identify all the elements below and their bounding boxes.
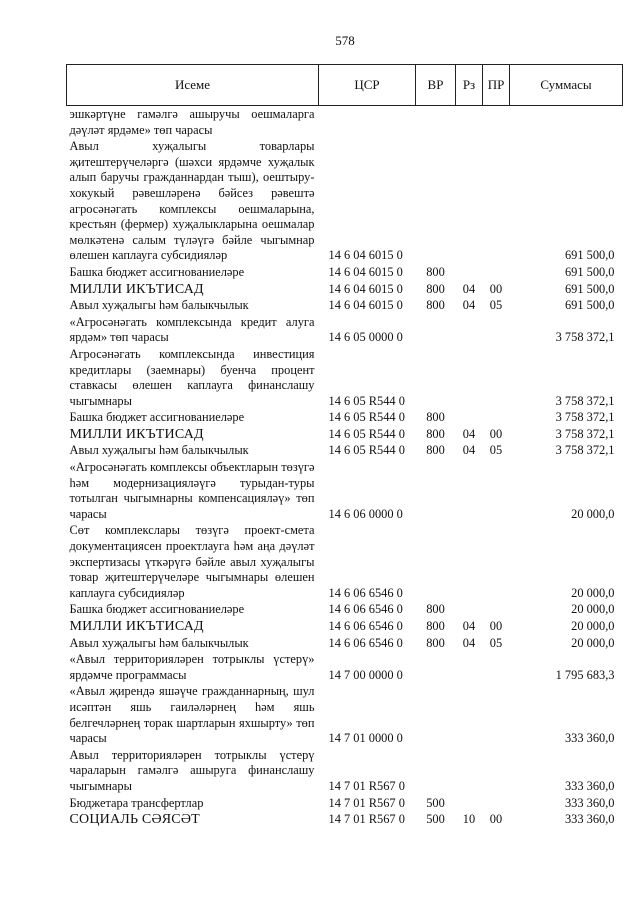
cell-vr: 800 xyxy=(426,264,445,279)
table-row xyxy=(67,297,623,314)
cell-pr xyxy=(483,314,510,346)
cell-vr: 800 xyxy=(426,602,445,617)
cell-vr xyxy=(416,106,456,139)
header-name: Исеме xyxy=(67,65,319,106)
cell-pr xyxy=(483,601,510,618)
cell-sum: 691 500,0 xyxy=(564,298,615,313)
cell-sum: 3 758 372,1 xyxy=(555,443,615,458)
header-rz: Рз xyxy=(456,65,483,106)
cell-rz xyxy=(456,314,483,346)
cell-vr xyxy=(416,314,456,346)
cell-pr: 00 xyxy=(489,619,503,633)
cell-csr: 14 6 05 0000 0 xyxy=(328,330,403,345)
page-number: 578 xyxy=(335,33,355,48)
cell-rz: 04 xyxy=(462,281,476,296)
cell-name: СОЦИАЛЬ СӘЯСӘТ xyxy=(69,812,200,828)
cell-rz: 04 xyxy=(462,635,476,650)
cell-pr: 05 xyxy=(489,635,503,650)
cell-vr xyxy=(416,346,456,409)
table-row xyxy=(67,795,623,812)
table-row xyxy=(67,651,623,683)
cell-rz xyxy=(456,522,483,601)
cell-sum: 20 000,0 xyxy=(571,635,615,650)
cell-name: Авыл хуҗалыгы товарлары җитештерүчеләргә (шәхси ярдәмче хуҗалык алып баручы гражданнардан тыш), оештыру-хокукый рәвешләренә бәйсез рәвештә агросәнәгать комплексы оешмаларына, крестьян (фермер) хуҗалыкларына оешмалар мөлкәтенә салым түләүгә бәйле чыгымнар өлешен каплауга субсидияләр xyxy=(69,139,315,263)
table-row xyxy=(67,281,623,298)
cell-vr xyxy=(416,747,456,795)
cell-vr: 800 xyxy=(426,443,445,458)
cell-csr: 14 6 06 6546 0 xyxy=(328,619,403,633)
cell-sum: 3 758 372,1 xyxy=(555,393,615,408)
cell-pr xyxy=(483,651,510,683)
cell-vr: 800 xyxy=(426,635,445,650)
cell-name: Башка бюджет ассигнованиеләре xyxy=(69,602,245,617)
cell-vr xyxy=(416,651,456,683)
cell-rz xyxy=(456,601,483,618)
cell-name: «Авыл территорияләрен тотрыклы үстерү» ярдәмче программасы xyxy=(69,652,315,682)
cell-pr: 05 xyxy=(489,443,503,458)
cell-sum: 333 360,0 xyxy=(564,778,615,793)
cell-pr xyxy=(483,522,510,601)
cell-name: МИЛЛИ ИКЪТИСАД xyxy=(69,281,204,297)
cell-pr xyxy=(483,747,510,795)
cell-name: «Агросәнәгать комплексында кредит алуга ярдәм» төп чарасы xyxy=(69,314,315,345)
cell-csr: 14 6 05 R544 0 xyxy=(328,410,405,425)
cell-rz xyxy=(456,346,483,409)
cell-csr: 14 6 06 6546 0 xyxy=(328,635,403,650)
cell-name: «Авыл җирендә яшәүче гражданнарның, шул исәптән яшь гаиләләрнең һәм яшь белгечләрнең торак шартларын яхшырту» төп чарасы xyxy=(69,684,315,746)
cell-pr xyxy=(483,459,510,522)
cell-rz xyxy=(456,264,483,281)
cell-pr xyxy=(483,264,510,281)
cell-csr: 14 6 05 R544 0 xyxy=(328,443,405,458)
cell-vr xyxy=(416,138,456,264)
cell-sum xyxy=(510,106,623,139)
table-body xyxy=(67,106,623,828)
cell-name: Авыл хуҗалыгы һәм балыкчылык xyxy=(69,635,249,650)
header-sum: Суммасы xyxy=(510,65,623,106)
cell-rz xyxy=(456,683,483,746)
table-row xyxy=(67,811,623,828)
cell-pr: 00 xyxy=(489,281,503,296)
cell-rz: 04 xyxy=(462,619,476,633)
table-row xyxy=(67,106,623,139)
cell-pr xyxy=(483,138,510,264)
table-row xyxy=(67,635,623,652)
cell-csr: 14 6 04 6015 0 xyxy=(328,281,403,296)
cell-rz xyxy=(456,106,483,139)
cell-vr xyxy=(416,459,456,522)
cell-pr xyxy=(483,346,510,409)
cell-sum: 20 000,0 xyxy=(571,506,615,521)
table-row xyxy=(67,346,623,409)
cell-vr: 800 xyxy=(426,619,445,633)
cell-rz xyxy=(456,138,483,264)
table-row xyxy=(67,138,623,264)
cell-csr: 14 6 06 6546 0 xyxy=(328,602,403,617)
cell-rz xyxy=(456,459,483,522)
table-row xyxy=(67,264,623,281)
cell-name: эшкәртүне гамәлгә ашыручы оешмаларга дәүләт ярдәме» төп чарасы xyxy=(69,107,315,137)
cell-vr xyxy=(416,522,456,601)
cell-vr: 800 xyxy=(426,410,445,425)
table-row xyxy=(67,747,623,795)
cell-pr: 05 xyxy=(489,298,503,313)
table-row xyxy=(67,459,623,522)
cell-sum: 333 360,0 xyxy=(564,731,615,746)
cell-rz: 10 xyxy=(462,812,476,827)
cell-csr: 14 7 01 0000 0 xyxy=(328,731,403,746)
cell-sum: 691 500,0 xyxy=(564,264,615,279)
cell-vr: 500 xyxy=(426,812,445,827)
cell-pr: 00 xyxy=(489,812,503,827)
table-row xyxy=(67,618,623,635)
cell-sum: 691 500,0 xyxy=(564,281,615,296)
cell-csr: 14 7 01 R567 0 xyxy=(328,795,405,810)
cell-pr xyxy=(483,106,510,139)
cell-pr xyxy=(483,683,510,746)
cell-pr xyxy=(483,795,510,812)
cell-sum: 3 758 372,1 xyxy=(555,330,615,345)
cell-csr: 14 6 04 6015 0 xyxy=(328,298,403,313)
cell-csr: 14 6 06 0000 0 xyxy=(328,506,403,521)
cell-rz xyxy=(456,409,483,426)
cell-sum: 333 360,0 xyxy=(564,812,615,827)
table-row xyxy=(67,683,623,746)
cell-csr: 14 6 06 6546 0 xyxy=(328,585,403,600)
cell-pr xyxy=(483,409,510,426)
table-row xyxy=(67,601,623,618)
table-row xyxy=(67,522,623,601)
header-csr: ЦСР xyxy=(319,65,416,106)
cell-sum: 20 000,0 xyxy=(571,619,615,633)
cell-rz: 04 xyxy=(462,426,476,441)
cell-csr: 14 6 05 R544 0 xyxy=(328,393,405,408)
cell-sum: 20 000,0 xyxy=(571,585,615,600)
cell-sum: 3 758 372,1 xyxy=(555,410,615,425)
header-pr: ПР xyxy=(483,65,510,106)
cell-name: Авыл хуҗалыгы һәм балыкчылык xyxy=(69,443,249,458)
cell-rz xyxy=(456,747,483,795)
cell-vr: 500 xyxy=(426,795,445,810)
cell-rz xyxy=(456,795,483,812)
cell-rz: 04 xyxy=(462,298,476,313)
cell-pr: 00 xyxy=(489,426,503,441)
cell-csr: 14 6 04 6015 0 xyxy=(328,264,403,279)
cell-name: МИЛЛИ ИКЪТИСАД xyxy=(69,619,204,634)
cell-name: Агросәнәгать комплексында инвестиция кредитлары (заемнары) буенча процент ставкасы өлешен каплауга финанслашу чыгымнары xyxy=(69,346,315,408)
cell-name: «Агросәнәгать комплексы объектларын төзүгә һәм модернизацияләүгә турыдан-туры тотылган чыгымнарны компенсацияләү» төп чарасы xyxy=(69,460,315,521)
cell-sum: 3 758 372,1 xyxy=(555,426,615,441)
cell-name: Бюджетара трансфертлар xyxy=(69,795,204,810)
cell-rz: 04 xyxy=(462,443,476,458)
table-header-row xyxy=(67,65,623,106)
cell-name: Башка бюджет ассигнованиеләре xyxy=(69,410,245,425)
cell-vr: 800 xyxy=(426,298,445,313)
table-row xyxy=(67,426,623,443)
cell-sum: 333 360,0 xyxy=(564,795,615,810)
cell-rz xyxy=(456,651,483,683)
cell-sum: 20 000,0 xyxy=(571,602,615,617)
cell-name: Авыл хуҗалыгы һәм балыкчылык xyxy=(69,298,249,313)
cell-csr: 14 7 01 R567 0 xyxy=(328,778,405,793)
table-row xyxy=(67,314,623,346)
cell-vr xyxy=(416,683,456,746)
cell-name: Сөт комплекслары төзүгә проект-смета документациясен проектлауга һәм аңа дәүләт экспертизасы үткәрүгә бәйле авыл хуҗалыгы товар җитештерүчеләре чыгымнары өлешен каплауга субсидияләр xyxy=(69,523,315,600)
cell-sum: 691 500,0 xyxy=(564,248,615,263)
cell-csr: 14 6 05 R544 0 xyxy=(328,426,405,441)
cell-vr: 800 xyxy=(426,426,445,441)
table-row xyxy=(67,409,623,426)
cell-sum: 1 795 683,3 xyxy=(555,667,615,682)
cell-name: МИЛЛИ ИКЪТИСАД xyxy=(69,426,204,442)
cell-csr: 14 6 04 6015 0 xyxy=(328,248,403,263)
cell-vr: 800 xyxy=(426,281,445,296)
cell-csr: 14 7 00 0000 0 xyxy=(328,667,403,682)
budget-table xyxy=(66,64,623,828)
header-vr: ВР xyxy=(416,65,456,106)
cell-csr xyxy=(319,106,416,139)
cell-csr: 14 7 01 R567 0 xyxy=(328,812,405,827)
cell-name: Авыл территорияләрен тотрыклы үстерү чараларын гамәлгә ашыруга финанслашу чыгымнары xyxy=(69,747,315,793)
table-row xyxy=(67,442,623,459)
cell-name: Башка бюджет ассигнованиеләре xyxy=(69,264,245,279)
